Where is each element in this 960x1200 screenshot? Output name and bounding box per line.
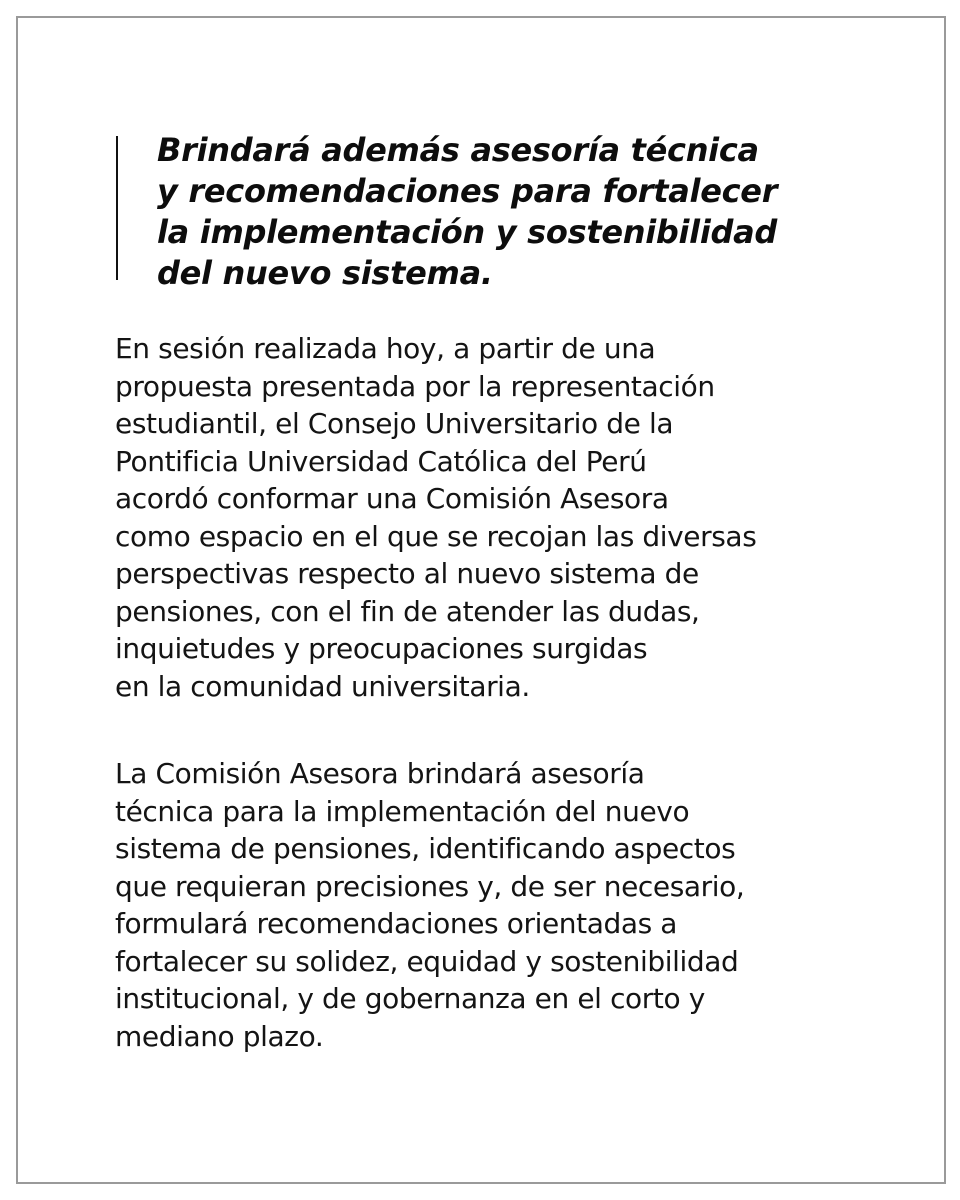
paragraph-line: técnica para la implementación del nuevo — [115, 794, 690, 828]
body-paragraph-1 — [115, 330, 875, 705]
paragraph-line: fortalecer su solidez, equidad y sostenibilidad — [115, 944, 739, 978]
paragraph-line: estudiantil, el Consejo Universitario de la — [115, 407, 674, 440]
paragraph-line: inquietudes y preocupaciones surgidas — [115, 632, 648, 665]
paragraph-line: La Comisión Asesora brindará asesoría — [115, 757, 645, 790]
pull-quote-line: del nuevo sistema. — [157, 254, 493, 292]
paragraph-line: que requieran precisiones y, de ser necesario, — [115, 869, 745, 903]
paragraph-line: sistema de pensiones, identificando aspectos — [115, 832, 736, 865]
body-paragraph-2 — [115, 755, 875, 1055]
pull-quote-line: la implementación y sostenibilidad — [157, 213, 778, 251]
paragraph-line: Pontificia Universidad Católica del Perú — [115, 444, 647, 478]
pull-quote-line: y recomendaciones para fortalecer — [157, 172, 778, 210]
paragraph-line: En sesión realizada hoy, a partir de una — [115, 332, 656, 365]
paragraph-line: mediano plazo. — [115, 1019, 324, 1053]
paragraph-line: acordó conformar una Comisión Asesora — [115, 482, 669, 515]
paragraph-line: institucional, y de gobernanza en el corto y — [115, 982, 705, 1015]
paragraph-line: formulará recomendaciones orientadas a — [115, 907, 678, 940]
pull-quote-line: Brindará además asesoría técnica — [157, 131, 759, 169]
paragraph-line: perspectivas respecto al nuevo sistema de — [115, 557, 699, 590]
paragraph-line: en la comunidad universitaria. — [115, 669, 530, 703]
pull-quote-bar — [116, 136, 118, 280]
pull-quote — [157, 130, 857, 294]
paragraph-line: como espacio en el que se recojan las diversas — [115, 519, 757, 553]
paragraph-line: propuesta presentada por la representación — [115, 369, 715, 403]
paragraph-line: pensiones, con el fin de atender las dudas, — [115, 594, 700, 628]
